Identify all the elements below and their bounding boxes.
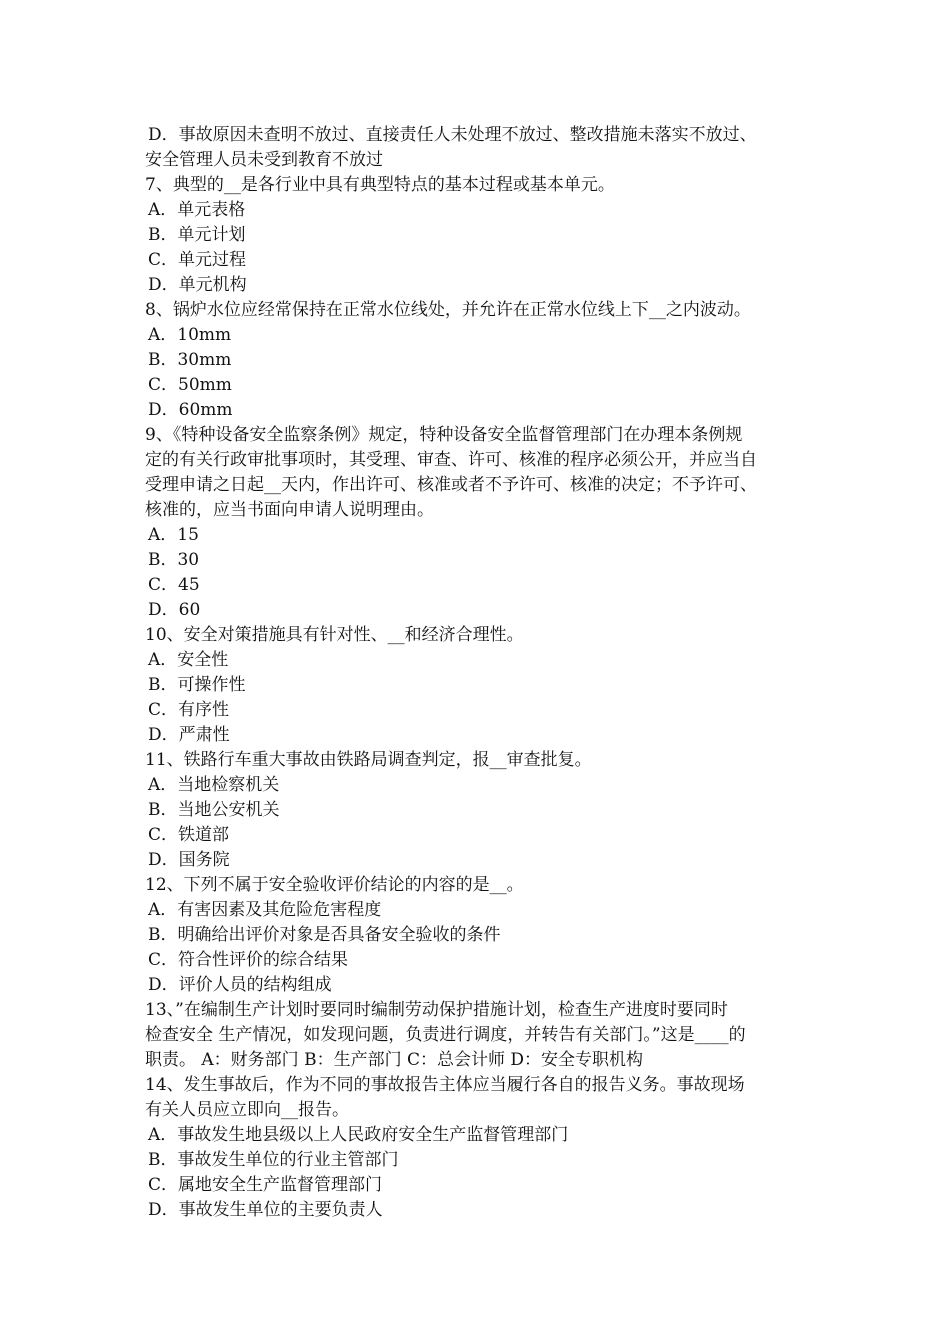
answer-option: B．30 <box>148 550 200 570</box>
answer-option: C．50mm <box>148 375 232 395</box>
answer-option: C．45 <box>148 575 200 595</box>
answer-option: C．属地安全生产监督管理部门 <box>148 1175 383 1195</box>
answer-option: C．单元过程 <box>148 250 247 270</box>
text-line: 核准的，应当书面向申请人说明理由。 <box>145 500 434 520</box>
question-line: 14、发生事故后，作为不同的事故报告主体应当履行各自的报告义务。事故现场 <box>145 1075 745 1095</box>
answer-option: A．安全性 <box>148 650 229 670</box>
answer-option: B．30mm <box>148 350 232 370</box>
answer-option: A．事故发生地县级以上人民政府安全生产监督管理部门 <box>148 1125 569 1145</box>
answer-option: A．有害因素及其危险危害程度 <box>148 900 382 920</box>
text-line: 定的有关行政审批事项时，其受理、审查、许可、核准的程序必须公开，并应当自 <box>145 450 757 470</box>
question-line: 11、铁路行车重大事故由铁路局调查判定，报__审查批复。 <box>145 750 592 770</box>
answer-option: B．单元计划 <box>148 225 246 245</box>
text-line: 安全管理人员未受到教育不放过 <box>145 150 383 170</box>
answer-option: C．有序性 <box>148 700 230 720</box>
answer-option: C．符合性评价的综合结果 <box>148 950 349 970</box>
answer-option: A．10mm <box>148 325 232 345</box>
answer-option: D．严肃性 <box>148 725 230 745</box>
answer-option: B．事故发生单位的行业主管部门 <box>148 1150 399 1170</box>
answer-option: D．评价人员的结构组成 <box>148 975 332 995</box>
question-line: 7、典型的__是各行业中具有典型特点的基本过程或基本单元。 <box>145 175 615 195</box>
text-line: 受理申请之日起__天内，作出许可、核准或者不予许可、核准的决定；不予许可、 <box>145 475 757 495</box>
question-line: 9、《特种设备安全监察条例》规定，特种设备安全监督管理部门在办理本条例规 <box>145 425 743 445</box>
question-line: 10、安全对策措施具有针对性、__和经济合理性。 <box>145 625 524 645</box>
text-line: 职责。 A：财务部门 B：生产部门 C：总会计师 D：安全专职机构 <box>145 1050 644 1070</box>
answer-option: B．可操作性 <box>148 675 246 695</box>
text-line: 有关人员应立即向__报告。 <box>145 1100 349 1120</box>
answer-option: B．当地公安机关 <box>148 800 280 820</box>
answer-option: D．国务院 <box>148 850 230 870</box>
answer-option: D．60mm <box>148 400 233 420</box>
answer-option: A．当地检察机关 <box>148 775 280 795</box>
document-body <box>145 123 813 1223</box>
answer-option: B．明确给出评价对象是否具备安全验收的条件 <box>148 925 501 945</box>
answer-option: D．事故发生单位的主要负责人 <box>148 1200 383 1220</box>
answer-option: A．15 <box>148 525 199 545</box>
answer-option: D．事故原因未查明不放过、直接责任人未处理不放过、整改措施未落实不放过、 <box>148 125 757 145</box>
question-line: 12、下列不属于安全验收评价结论的内容的是__。 <box>145 875 524 895</box>
answer-option: D．60 <box>148 600 201 620</box>
answer-option: C．铁道部 <box>148 825 230 845</box>
answer-option: D．单元机构 <box>148 275 247 295</box>
text-line: 检查安全 生产情况，如发现问题，负责进行调度，并转告有关部门。”这是____的 <box>145 1025 746 1045</box>
question-line: 13、”在编制生产计划时要同时编制劳动保护措施计划，检查生产进度时要同时 <box>145 1000 728 1020</box>
answer-option: A．单元表格 <box>148 200 246 220</box>
question-line: 8、锅炉水位应经常保持在正常水位线处，并允许在正常水位线上下__之内波动。 <box>145 300 751 320</box>
